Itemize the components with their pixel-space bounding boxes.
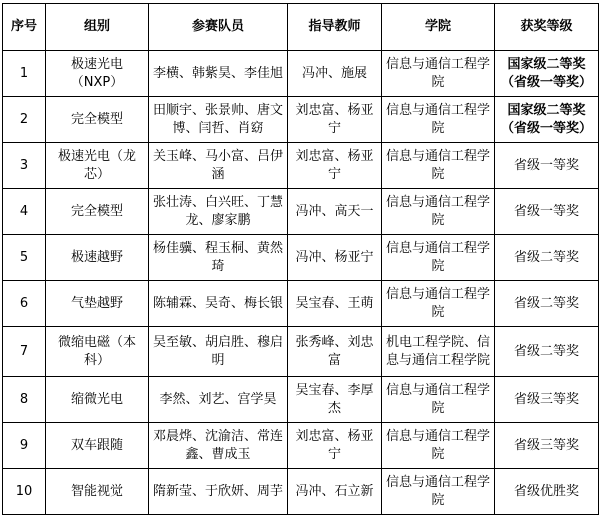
cell-award: 国家级二等奖（省级一等奖） bbox=[495, 51, 599, 97]
cell-teacher: 冯冲、杨亚宁 bbox=[288, 235, 382, 281]
awards-table bbox=[2, 3, 599, 515]
cell-award: 省级二等奖 bbox=[495, 235, 599, 281]
cell-no: 3 bbox=[3, 143, 46, 189]
table-body bbox=[3, 51, 599, 515]
cell-college: 信息与通信工程学院 bbox=[382, 377, 495, 423]
cell-members: 李横、韩紫昊、李佳旭 bbox=[149, 51, 288, 97]
header-group: 组别 bbox=[46, 4, 149, 51]
cell-teacher: 张秀峰、刘忠富 bbox=[288, 327, 382, 377]
cell-college: 信息与通信工程学院 bbox=[382, 235, 495, 281]
cell-no: 5 bbox=[3, 235, 46, 281]
header-row bbox=[3, 4, 599, 51]
header-teacher: 指导教师 bbox=[288, 4, 382, 51]
cell-award: 省级一等奖 bbox=[495, 143, 599, 189]
cell-group: 缩微光电 bbox=[46, 377, 149, 423]
cell-members: 张壮涛、白兴旺、丁慧龙、廖家鹏 bbox=[149, 189, 288, 235]
cell-group: 极速越野 bbox=[46, 235, 149, 281]
cell-members: 李然、刘艺、宫学昊 bbox=[149, 377, 288, 423]
cell-college: 信息与通信工程学院 bbox=[382, 423, 495, 469]
table-row bbox=[3, 327, 599, 377]
table-row bbox=[3, 51, 599, 97]
cell-college: 信息与通信工程学院 bbox=[382, 189, 495, 235]
cell-college: 信息与通信工程学院 bbox=[382, 97, 495, 143]
cell-award: 省级三等奖 bbox=[495, 423, 599, 469]
cell-teacher: 刘忠富、杨亚宁 bbox=[288, 423, 382, 469]
cell-group: 双车跟随 bbox=[46, 423, 149, 469]
cell-members: 杨佳骥、程玉桐、黄然琦 bbox=[149, 235, 288, 281]
cell-group: 极速光电（龙芯） bbox=[46, 143, 149, 189]
cell-no: 4 bbox=[3, 189, 46, 235]
cell-teacher: 刘忠富、杨亚宁 bbox=[288, 97, 382, 143]
header-award: 获奖等级 bbox=[495, 4, 599, 51]
cell-members: 关玉峰、马小富、吕伊涵 bbox=[149, 143, 288, 189]
table-row bbox=[3, 281, 599, 327]
cell-teacher: 刘忠富、杨亚宁 bbox=[288, 143, 382, 189]
cell-group: 智能视觉 bbox=[46, 469, 149, 515]
cell-award: 国家级二等奖（省级一等奖） bbox=[495, 97, 599, 143]
header-members: 参赛队员 bbox=[149, 4, 288, 51]
cell-award: 省级三等奖 bbox=[495, 377, 599, 423]
cell-college: 信息与通信工程学院 bbox=[382, 469, 495, 515]
cell-members: 陈辅霖、吴奇、梅长银 bbox=[149, 281, 288, 327]
cell-group: 微缩电磁（本科） bbox=[46, 327, 149, 377]
cell-group: 气垫越野 bbox=[46, 281, 149, 327]
cell-no: 9 bbox=[3, 423, 46, 469]
table-row bbox=[3, 189, 599, 235]
cell-teacher: 冯冲、施展 bbox=[288, 51, 382, 97]
cell-members: 吴至敏、胡启胜、穆启明 bbox=[149, 327, 288, 377]
cell-college: 信息与通信工程学院 bbox=[382, 51, 495, 97]
cell-no: 1 bbox=[3, 51, 46, 97]
cell-no: 7 bbox=[3, 327, 46, 377]
table-row bbox=[3, 423, 599, 469]
cell-teacher: 吴宝春、李厚杰 bbox=[288, 377, 382, 423]
cell-teacher: 吴宝春、王萌 bbox=[288, 281, 382, 327]
cell-college: 信息与通信工程学院 bbox=[382, 281, 495, 327]
cell-college: 机电工程学院、信息与通信工程学院 bbox=[382, 327, 495, 377]
cell-teacher: 冯冲、石立新 bbox=[288, 469, 382, 515]
cell-award: 省级一等奖 bbox=[495, 189, 599, 235]
cell-no: 6 bbox=[3, 281, 46, 327]
table-row bbox=[3, 377, 599, 423]
table-row bbox=[3, 235, 599, 281]
cell-members: 田顺宇、张景帅、唐文博、闫哲、肖窈 bbox=[149, 97, 288, 143]
cell-award: 省级优胜奖 bbox=[495, 469, 599, 515]
cell-no: 2 bbox=[3, 97, 46, 143]
table-row bbox=[3, 469, 599, 515]
header-college: 学院 bbox=[382, 4, 495, 51]
cell-group: 完全模型 bbox=[46, 189, 149, 235]
header-no: 序号 bbox=[3, 4, 46, 51]
cell-group: 完全模型 bbox=[46, 97, 149, 143]
cell-members: 隋新莹、于欣妍、周芋 bbox=[149, 469, 288, 515]
cell-no: 10 bbox=[3, 469, 46, 515]
cell-award: 省级二等奖 bbox=[495, 281, 599, 327]
cell-college: 信息与通信工程学院 bbox=[382, 143, 495, 189]
table-row bbox=[3, 97, 599, 143]
cell-teacher: 冯冲、高天一 bbox=[288, 189, 382, 235]
cell-award: 省级二等奖 bbox=[495, 327, 599, 377]
cell-no: 8 bbox=[3, 377, 46, 423]
cell-group: 极速光电（NXP） bbox=[46, 51, 149, 97]
table-row bbox=[3, 143, 599, 189]
cell-members: 邓晨烨、沈渝洁、常连鑫、曹成玉 bbox=[149, 423, 288, 469]
